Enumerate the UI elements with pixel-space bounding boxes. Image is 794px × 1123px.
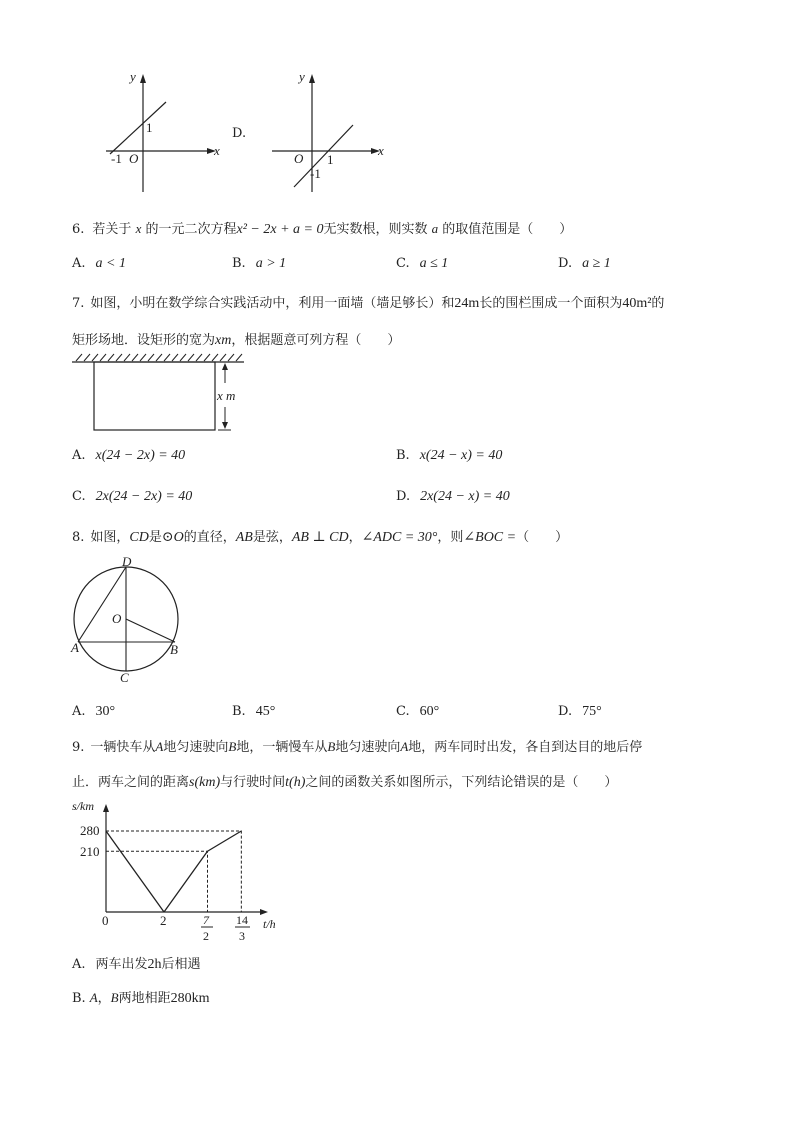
- q6-text: 无实数根，则实数: [323, 222, 428, 237]
- option-letter: C.: [72, 489, 86, 504]
- q8-option-b[interactable]: [232, 704, 275, 720]
- option-letter: A.: [72, 256, 86, 271]
- origin-label: 0: [102, 913, 109, 928]
- option-letter: B.: [232, 704, 246, 719]
- graph-d-tick-neg1: -1: [310, 166, 321, 181]
- option-value: 2x(24 − 2x) = 40: [95, 489, 193, 504]
- option-var: B: [110, 990, 119, 1005]
- q6-text: 的取值范围是（ ）: [442, 222, 573, 237]
- graph-d-origin: O: [294, 151, 304, 166]
- graph-c-tick-neg1: -1: [111, 151, 122, 166]
- q8-angle-ask: ∠BOC =: [463, 530, 517, 545]
- q9-distance-time-graph: [70, 798, 290, 948]
- q8-ab: AB: [235, 530, 253, 545]
- q6-var-x: x: [135, 221, 142, 236]
- q7-stem-line2: [72, 329, 400, 349]
- option-value: a > 1: [255, 256, 287, 271]
- x-axis-arrow: [260, 909, 268, 915]
- q5-option-d-label: D.: [232, 126, 247, 141]
- q6-option-a[interactable]: [72, 256, 126, 272]
- q9-var: B: [327, 739, 336, 754]
- option-letter: B.: [232, 256, 246, 271]
- q8-perp: AB ⊥ CD: [291, 530, 349, 545]
- option-text: ，: [97, 991, 111, 1006]
- q7-area: 40m²: [622, 296, 652, 311]
- graph-c-x-label: x: [214, 143, 220, 158]
- y-tick-210: 210: [80, 844, 100, 859]
- y-tick-280: 280: [80, 823, 100, 838]
- label-c: C: [120, 670, 129, 685]
- option-letter: C.: [396, 704, 410, 719]
- option-value: a ≤ 1: [419, 256, 449, 271]
- q9-option-a[interactable]: [72, 953, 201, 973]
- y-axis-arrow: [103, 804, 109, 812]
- option-letter: C.: [396, 256, 410, 271]
- q8-option-d[interactable]: [558, 704, 602, 720]
- option-value: a < 1: [95, 256, 126, 271]
- graph-c-y-label: y: [130, 69, 136, 84]
- q9-var: B: [228, 739, 237, 754]
- option-text: 两地相距: [118, 991, 171, 1006]
- q5-graph-c: [100, 68, 230, 198]
- label-o: O: [112, 611, 122, 626]
- q9-stem-line1: [72, 736, 642, 755]
- series-segment-1: [106, 831, 164, 912]
- q7-text: 的: [651, 296, 665, 311]
- q9-var: A: [155, 739, 164, 754]
- q6-option-b[interactable]: [232, 256, 286, 272]
- x-tick-2: 2: [160, 913, 167, 928]
- q8-circle-figure: [68, 556, 188, 688]
- option-letter: A.: [72, 704, 86, 719]
- q9-stem-line2: [72, 771, 617, 791]
- q9-s-km: s(km): [189, 775, 221, 790]
- q9-text: 止．两车之间的距离: [72, 775, 190, 790]
- option-text: 两车出发: [95, 957, 148, 972]
- q6-equation: x² − 2x + a = 0: [236, 222, 324, 237]
- option-letter: B.: [396, 448, 410, 463]
- q8-text: ，: [348, 530, 362, 545]
- q7-wall-figure: [72, 350, 252, 434]
- label-a: A: [71, 640, 79, 655]
- x-tick-7-2-num: 7: [203, 913, 209, 927]
- q8-text: 如图，: [90, 530, 130, 545]
- q7-option-b[interactable]: [396, 448, 502, 464]
- option-text: 后相遇: [161, 957, 201, 972]
- x-tick-7-2-den: 2: [203, 929, 209, 943]
- y-axis-label: s/km: [72, 799, 94, 813]
- option-value: 2x(24 − x) = 40: [420, 489, 510, 504]
- q6-var-a: a: [431, 221, 439, 236]
- q8-stem: [72, 526, 568, 546]
- q8-option-a[interactable]: [72, 704, 115, 720]
- option-value: 75°: [582, 704, 602, 719]
- q7-length: 24m: [454, 296, 480, 311]
- option-letter: B.: [72, 991, 86, 1006]
- graph-d-y-label: y: [299, 69, 305, 84]
- option-var: A: [89, 990, 98, 1005]
- q5-graph-d: [270, 68, 400, 198]
- option-value: 60°: [419, 704, 440, 719]
- q6-stem: [72, 218, 572, 238]
- x-tick-14-3-num: 14: [236, 913, 248, 927]
- option-letter: D.: [558, 256, 573, 271]
- option-time: 2h: [147, 957, 162, 972]
- graph-d-tick-1: 1: [327, 152, 334, 167]
- option-value: 30°: [95, 704, 116, 719]
- q9-number: 9.: [72, 740, 85, 755]
- q8-option-c[interactable]: [396, 704, 439, 720]
- q8-text: 的直径，: [183, 530, 236, 545]
- q7-text: 矩形场地．设矩形的宽为: [72, 333, 216, 348]
- q7-text: 长的围栏围成一个面积为: [479, 296, 623, 311]
- x-tick-14-3-den: 3: [239, 929, 245, 943]
- label-d: D: [122, 554, 132, 569]
- q8-text: （ ）: [516, 530, 569, 545]
- q7-option-a[interactable]: [72, 448, 185, 464]
- q8-circle-o: ⊙O: [161, 530, 184, 545]
- q9-text: 地匀速驶向: [335, 740, 401, 755]
- series-segment-2: [164, 851, 208, 912]
- q9-text: 地，一辆慢车从: [236, 740, 328, 755]
- q8-text: 是: [148, 530, 162, 545]
- q8-text: 是弦，: [252, 530, 292, 545]
- graph-c-tick-1: 1: [146, 120, 153, 135]
- x-axis-label: t/h: [263, 917, 276, 931]
- q9-text: 地，两车同时出发，各自到达目的地后停: [408, 740, 643, 755]
- q9-t-h: t(h): [285, 775, 306, 790]
- option-value: 45°: [255, 704, 276, 719]
- q7-width-var: xm: [215, 333, 232, 348]
- q8-cd: CD: [129, 530, 149, 545]
- q7-number: 7.: [72, 296, 85, 311]
- q6-text: 若关于: [92, 222, 132, 237]
- graph-c-origin: O: [129, 151, 139, 166]
- q6-option-d[interactable]: [558, 256, 611, 272]
- option-value: a ≥ 1: [582, 256, 611, 271]
- q9-text: 地匀速驶向: [163, 740, 229, 755]
- label-b: B: [170, 642, 178, 657]
- option-value: x(24 − x) = 40: [419, 448, 503, 463]
- option-letter: D.: [396, 489, 411, 504]
- option-dist: 280km: [170, 991, 210, 1006]
- q9-text: 与行驶时间: [220, 775, 286, 790]
- option-letter: A.: [72, 957, 86, 972]
- q8-number: 8.: [72, 530, 85, 545]
- q7-option-c[interactable]: [72, 489, 192, 505]
- q9-text: 一辆快车从: [90, 740, 156, 755]
- option-letter: D.: [558, 704, 573, 719]
- q6-option-c[interactable]: [396, 256, 448, 272]
- q8-text: ，则: [437, 530, 464, 545]
- graph-d-x-label: x: [378, 143, 384, 158]
- option-value: x(24 − 2x) = 40: [95, 448, 186, 463]
- q9-text: 之间的函数关系如图所示，下列结论错误的是（ ）: [305, 775, 618, 790]
- q7-option-d[interactable]: [396, 489, 510, 505]
- q6-text: 的一元二次方程: [145, 222, 237, 237]
- q7-figure-label: x m: [217, 388, 236, 403]
- option-letter: A.: [72, 448, 86, 463]
- q7-text: 如图，小明在数学综合实践活动中，利用一面墙（墙足够长）和: [90, 296, 455, 311]
- q7-text: ，根据题意可列方程（ ）: [231, 333, 401, 348]
- q8-angle-given: ∠ADC = 30°: [361, 530, 438, 545]
- q7-stem-line1: [72, 292, 664, 312]
- q9-option-b[interactable]: [72, 987, 210, 1007]
- q6-number: 6.: [72, 222, 85, 237]
- q9-var: A: [400, 739, 409, 754]
- series-segment-3: [208, 831, 242, 851]
